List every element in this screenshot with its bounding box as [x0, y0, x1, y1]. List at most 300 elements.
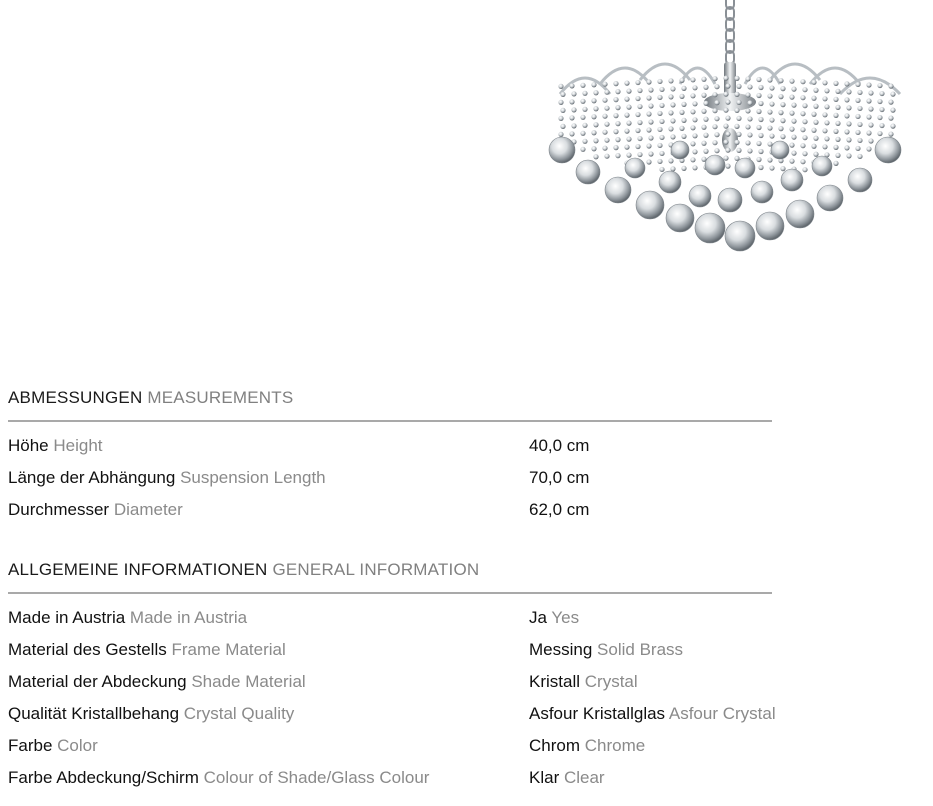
crystal-bead	[747, 84, 752, 89]
crystal-bead	[613, 81, 618, 86]
crystal-bead	[626, 137, 631, 142]
crystal-bead	[866, 82, 871, 87]
spec-label	[8, 698, 294, 730]
crystal-bead	[725, 148, 730, 153]
crystal-bead	[646, 127, 651, 132]
crystal-bead	[701, 141, 706, 146]
crystal-bead	[657, 159, 662, 164]
crystal-bead	[736, 148, 741, 153]
crystal-bead	[745, 76, 750, 81]
crystal-bead	[745, 92, 750, 97]
crystal-bead	[747, 132, 752, 137]
crystal-bead	[668, 158, 673, 163]
crystal-bead	[692, 149, 697, 154]
value-de: Messing	[529, 640, 593, 659]
crystal-bead	[635, 112, 640, 117]
crystal-bead	[802, 119, 807, 124]
crystal-bead	[723, 124, 728, 129]
crystal-bead	[690, 157, 695, 162]
crystal-bead	[679, 94, 684, 99]
crystal-bead	[758, 149, 763, 154]
crystal-ball	[689, 185, 711, 207]
crystal-bead	[613, 129, 618, 134]
crystal-bead	[692, 165, 697, 170]
crystal-bead	[745, 108, 750, 113]
crystal-bead	[637, 104, 642, 109]
crystal-bead	[615, 105, 620, 110]
crystal-bead	[800, 111, 805, 116]
crystal-bead	[712, 108, 717, 113]
crystal-bead	[725, 100, 730, 105]
crystal-bead	[802, 167, 807, 172]
crystal-bead	[780, 86, 785, 91]
crystal-ball	[671, 141, 689, 159]
crystal-bead	[569, 131, 574, 136]
crystal-bead	[833, 129, 838, 134]
crystal-bead	[857, 90, 862, 95]
crystal-bead	[844, 81, 849, 86]
crystal-bead	[701, 93, 706, 98]
crystal-ball	[576, 160, 600, 184]
crystal-bead	[703, 149, 708, 154]
crystal-bead	[613, 113, 618, 118]
crystal-bead	[690, 125, 695, 130]
spec-row-frame-material	[8, 634, 772, 666]
crystal-bead	[558, 84, 563, 89]
crystal-bead	[681, 102, 686, 107]
crystal-bead	[580, 131, 585, 136]
label-de: Länge der Abhängung	[8, 468, 176, 487]
crystal-bead	[877, 131, 882, 136]
crystal-bead	[659, 135, 664, 140]
crystal-bead	[791, 103, 796, 108]
value-en: Yes	[551, 608, 580, 627]
crystal-ball	[875, 137, 901, 163]
crystal-bead	[580, 115, 585, 120]
crystal-bead	[789, 127, 794, 132]
crystal-bead	[811, 96, 816, 101]
crystal-bead	[747, 100, 752, 105]
crystal-bead	[591, 146, 596, 151]
crystal-bead	[635, 96, 640, 101]
crystal-bead	[846, 121, 851, 126]
crystal-bead	[701, 77, 706, 82]
spec-row-shade-material	[8, 666, 772, 698]
crystal-bead	[582, 139, 587, 144]
crystal-ball	[848, 168, 872, 192]
crystal-bead	[780, 102, 785, 107]
crystal-bead	[855, 114, 860, 119]
crystal-bead	[833, 97, 838, 102]
crystal-bead	[712, 140, 717, 145]
crystal-bead	[866, 114, 871, 119]
crystal-bead	[714, 132, 719, 137]
measurements-section	[8, 388, 772, 526]
crystal-bead	[560, 92, 565, 97]
crystal-bead	[811, 144, 816, 149]
label-en: Crystal Quality	[183, 704, 295, 723]
label-en: Height	[53, 436, 103, 455]
crystal-bead	[780, 134, 785, 139]
crystal-bead	[604, 106, 609, 111]
crystal-bead	[736, 84, 741, 89]
spec-value	[529, 494, 589, 526]
crystal-bead	[736, 100, 741, 105]
crystal-bead	[692, 101, 697, 106]
crystal-bead	[888, 100, 893, 105]
spec-value	[529, 602, 579, 634]
crystal-bead	[681, 86, 686, 91]
crystal-ball	[549, 137, 575, 163]
crystal-bead	[637, 120, 642, 125]
spec-label	[8, 494, 183, 526]
crystal-bead	[833, 113, 838, 118]
crystal-ball	[636, 191, 664, 219]
spec-label	[8, 462, 326, 494]
crystal-bead	[569, 83, 574, 88]
crystal-bead	[679, 78, 684, 83]
crystal-bead	[888, 116, 893, 121]
spec-value	[529, 730, 645, 762]
measurements-heading	[8, 388, 772, 422]
crystal-bead	[758, 117, 763, 122]
crystal-bead	[778, 126, 783, 131]
crystal-bead	[681, 118, 686, 123]
spec-label	[8, 634, 286, 666]
crystal-bead	[571, 107, 576, 112]
crystal-bead	[800, 159, 805, 164]
crystal-bead	[769, 117, 774, 122]
crystal-bead	[646, 111, 651, 116]
crystal-bead	[670, 118, 675, 123]
crystal-bead	[657, 143, 662, 148]
value-en: Solid Brass	[597, 640, 684, 659]
crystal-bead	[800, 127, 805, 132]
value-de: Ja	[529, 608, 547, 627]
finial	[722, 128, 738, 152]
chain	[726, 0, 734, 64]
crystal-bead	[646, 95, 651, 100]
crystal-bead	[791, 119, 796, 124]
crystal-ball	[705, 155, 725, 175]
crystal-bead	[822, 128, 827, 133]
crystal-bead	[703, 101, 708, 106]
crystal-bead	[690, 141, 695, 146]
crystal-bead	[657, 111, 662, 116]
crystal-bead	[791, 87, 796, 92]
crystal-bead	[835, 105, 840, 110]
crystal-bead	[659, 103, 664, 108]
crystal-bead	[767, 125, 772, 130]
spec-value	[529, 762, 605, 794]
label-de: Farbe Abdeckung/Schirm	[8, 768, 199, 787]
crystal-bead	[824, 136, 829, 141]
crystal-ball	[781, 169, 803, 191]
crystal-bead	[615, 153, 620, 158]
crystal-bead	[701, 125, 706, 130]
crystal-bead	[593, 106, 598, 111]
crystal-bead	[879, 107, 884, 112]
crystal-bead	[780, 166, 785, 171]
crystal-bead	[822, 112, 827, 117]
crystal-bead	[846, 105, 851, 110]
crystal-bead	[571, 123, 576, 128]
crystal-bead	[756, 141, 761, 146]
crystal-ball	[625, 158, 645, 178]
crystal-bead	[668, 78, 673, 83]
crystal-bead	[723, 156, 728, 161]
crystal-bead	[681, 166, 686, 171]
crystal-bead	[890, 108, 895, 113]
crystal-bead	[657, 95, 662, 100]
crystal-bead	[703, 133, 708, 138]
crystal-ball	[771, 141, 789, 159]
crystal-bead	[877, 115, 882, 120]
crystal-bead	[822, 96, 827, 101]
crystal-bead	[890, 124, 895, 129]
crystal-bead	[756, 93, 761, 98]
crystal-bead	[648, 151, 653, 156]
crystal-bead	[758, 133, 763, 138]
label-de: Höhe	[8, 436, 49, 455]
crystal-bead	[802, 151, 807, 156]
crystal-bead	[712, 92, 717, 97]
crystal-ball	[735, 158, 755, 178]
crystal-bead	[846, 137, 851, 142]
crystal-bead	[835, 89, 840, 94]
crystal-ball	[786, 200, 814, 228]
spec-label	[8, 430, 103, 462]
crystal-bead	[714, 116, 719, 121]
crystal-bead	[824, 88, 829, 93]
spec-row-crystal-quality	[8, 698, 776, 730]
crystal-bead	[789, 143, 794, 148]
crystal-bead	[679, 110, 684, 115]
crystal-bead	[868, 122, 873, 127]
crystal-bead	[769, 133, 774, 138]
value-en: Clear	[563, 768, 605, 787]
crystal-bead	[635, 128, 640, 133]
measurements-heading-de: ABMESSUNGEN	[8, 388, 143, 407]
crystal-bead	[571, 91, 576, 96]
crystal-bead	[626, 121, 631, 126]
crystal-bead	[569, 99, 574, 104]
value-de: Chrom	[529, 736, 581, 755]
crystal-bead	[602, 146, 607, 151]
crystal-bead	[855, 98, 860, 103]
crystal-bead	[604, 138, 609, 143]
spec-row-suspension-length	[8, 462, 772, 494]
crystal-bead	[593, 122, 598, 127]
crystal-bead	[580, 147, 585, 152]
crystal-bead	[734, 140, 739, 145]
crystal-bead	[624, 97, 629, 102]
spec-value	[529, 462, 589, 494]
crystal-bead	[613, 97, 618, 102]
crystal-bead	[602, 82, 607, 87]
spec-row-diameter	[8, 494, 772, 526]
label-en: Shade Material	[191, 672, 306, 691]
crystal-bead	[624, 113, 629, 118]
crystal-ball	[605, 177, 631, 203]
crystal-bead	[648, 135, 653, 140]
crystal-ball	[817, 185, 843, 211]
crystal-bead	[789, 95, 794, 100]
crystal-bead	[789, 159, 794, 164]
crystal-bead	[813, 120, 818, 125]
crystal-bead	[734, 92, 739, 97]
crystal-bead	[613, 145, 618, 150]
crystal-bead	[747, 116, 752, 121]
crystal-bead	[835, 121, 840, 126]
crystal-bead	[712, 124, 717, 129]
value-de: 62,0 cm	[529, 500, 590, 519]
label-en: Suspension Length	[180, 468, 326, 487]
crystal-bead	[615, 137, 620, 142]
crystal-bead	[725, 132, 730, 137]
crystal-bead	[833, 161, 838, 166]
value-de: 40,0 cm	[529, 436, 590, 455]
crystal-bead	[745, 140, 750, 145]
crystal-bead	[670, 134, 675, 139]
value-de: Klar	[529, 768, 560, 787]
crystal-bead	[703, 117, 708, 122]
crystal-bead	[833, 81, 838, 86]
crystal-bead	[811, 128, 816, 133]
crystal-bead	[637, 152, 642, 157]
value-en: Chrome	[584, 736, 646, 755]
label-de: Farbe	[8, 736, 53, 755]
crystal-bead	[670, 86, 675, 91]
crystal-bead	[615, 121, 620, 126]
spec-value	[529, 430, 589, 462]
value-de: Kristall	[529, 672, 581, 691]
crystal-bead	[855, 146, 860, 151]
crystal-bead	[712, 76, 717, 81]
crystal-bead	[802, 87, 807, 92]
crystal-bead	[835, 153, 840, 158]
label-en: Frame Material	[171, 640, 286, 659]
crystal-bead	[637, 88, 642, 93]
crystal-bead	[734, 108, 739, 113]
crystal-bead	[855, 82, 860, 87]
crystal-bead	[758, 85, 763, 90]
spec-label	[8, 762, 429, 794]
spec-row-made-in-austria	[8, 602, 772, 634]
crystal-bead	[668, 110, 673, 115]
crystal-bead	[659, 119, 664, 124]
crystal-bead	[857, 154, 862, 159]
crystal-bead	[844, 97, 849, 102]
crystal-bead	[745, 124, 750, 129]
crystal-bead	[791, 135, 796, 140]
crystal-bead	[646, 143, 651, 148]
crystal-bead	[734, 124, 739, 129]
crystal-bead	[789, 111, 794, 116]
crystal-bead	[758, 101, 763, 106]
crystal-bead	[593, 154, 598, 159]
crystal-bead	[582, 91, 587, 96]
crystal-bead	[659, 151, 664, 156]
label-de: Material der Abdeckung	[8, 672, 187, 691]
crystal-ball	[756, 212, 784, 240]
crystal-bead	[813, 136, 818, 141]
crystal-bead	[736, 116, 741, 121]
crystal-ball	[659, 171, 681, 193]
crystal-bead	[725, 116, 730, 121]
crystal-bead	[714, 148, 719, 153]
crystal-bead	[747, 148, 752, 153]
label-de: Made in Austria	[8, 608, 126, 627]
crystal-bead	[824, 104, 829, 109]
crystal-bead	[582, 107, 587, 112]
crystal-bead	[569, 115, 574, 120]
label-en: Color	[57, 736, 98, 755]
crystal-bead	[681, 134, 686, 139]
crystal-bead	[558, 100, 563, 105]
crystal-bead	[604, 154, 609, 159]
spec-row-color	[8, 730, 772, 762]
crystal-bead	[560, 124, 565, 129]
crystal-bead	[857, 122, 862, 127]
crystal-bead	[591, 82, 596, 87]
crystal-bead	[890, 92, 895, 97]
crystal-bead	[648, 119, 653, 124]
crystal-bead	[602, 98, 607, 103]
crystal-bead	[756, 109, 761, 114]
spec-value	[529, 634, 683, 666]
crystal-bead	[690, 93, 695, 98]
label-en: Colour of Shade/Glass Colour	[203, 768, 430, 787]
crystal-bead	[811, 112, 816, 117]
label-de: Durchmesser	[8, 500, 110, 519]
crystal-bead	[791, 151, 796, 156]
crystal-bead	[800, 79, 805, 84]
crystal-bead	[668, 94, 673, 99]
crystal-bead	[778, 78, 783, 83]
crystal-bead	[833, 145, 838, 150]
crystal-bead	[602, 130, 607, 135]
crystal-bead	[659, 87, 664, 92]
label-en: Made in Austria	[129, 608, 248, 627]
crystal-bead	[879, 123, 884, 128]
crystal-ball	[695, 213, 725, 243]
crystal-ball	[725, 221, 755, 251]
crystal-bead	[593, 90, 598, 95]
crystal-bead	[593, 138, 598, 143]
crystal-bead	[723, 92, 728, 97]
crystal-bead	[844, 113, 849, 118]
crystal-bead	[888, 132, 893, 137]
crystal-bead	[624, 145, 629, 150]
crystal-bead	[868, 90, 873, 95]
crystal-bead	[591, 114, 596, 119]
crystal-bead	[615, 89, 620, 94]
crystal-bead	[646, 159, 651, 164]
crystal-bead	[690, 77, 695, 82]
crystal-bead	[846, 153, 851, 158]
spec-value	[529, 666, 638, 698]
crystal-bead	[800, 143, 805, 148]
spec-row-shade-colour	[8, 762, 772, 794]
crystal-bead	[646, 79, 651, 84]
label-de: Material des Gestells	[8, 640, 167, 659]
crystal-bead	[866, 146, 871, 151]
crystal-bead	[780, 118, 785, 123]
spec-value	[529, 698, 776, 730]
crystal-bead	[813, 104, 818, 109]
crystal-bead	[767, 109, 772, 114]
